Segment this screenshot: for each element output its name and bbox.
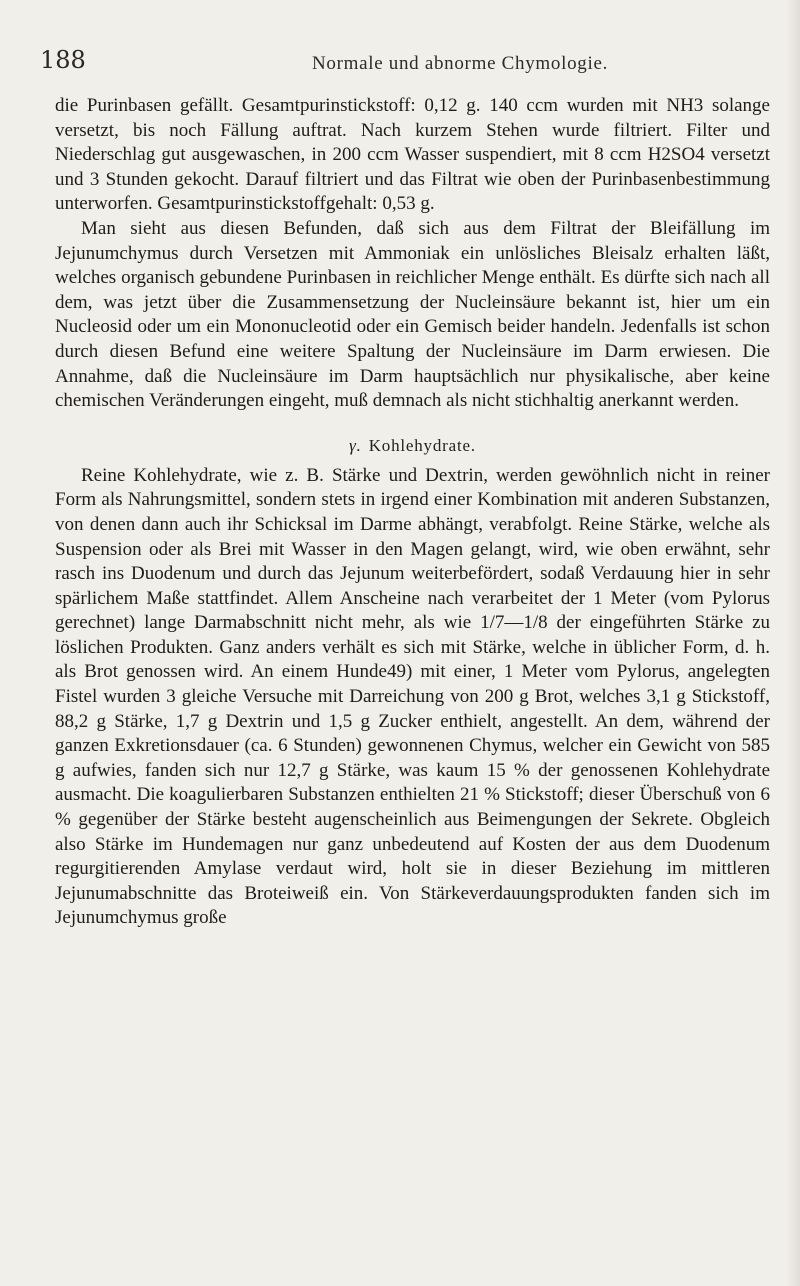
section-label: γ.: [349, 435, 362, 455]
paragraph-purinbasen: die Purinbasen gefällt. Gesamtpurinstickstoff: 0,12 g. 140 ccm wurden mit NH3 solange versetzt, bis noch Fällung auftrat. Nach kurzem Stehen wurde filtriert. Filter und Niederschlag gut ausgewaschen, in 200 ccm Wasser suspendiert, mit 8 ccm H2SO4 versetzt und 3 Stunden gekocht. Darauf filtriert und das Filtrat wie oben der Purinbasenbestimmung unterworfen. Gesamtpurinstickstoffgehalt: 0,53 g.: [55, 95, 770, 215]
running-title: Normale und abnorme Chymologie.: [311, 53, 609, 74]
page-edge-shadow: [786, 0, 800, 1286]
section-title: Kohlehydrate.: [368, 435, 476, 455]
page-number: 188: [40, 46, 86, 74]
paragraph-conclusion-nucleinsaeure: Man sieht aus diesen Befunden, daß sich aus dem Filtrat der Bleifällung im Jejunumchymus durch Versetzen mit Ammoniak ein unlösliches Bleisalz erhalten läßt, welches organisch gebundene Purinbasen in reichlicher Menge enthält. Es dürfte sich nach all dem, was jetzt über die Zusammensetzung der Nucleinsäure bekannt ist, hier um ein Nucleosid oder um ein Mononucleotid oder ein Gemisch beider handeln. Jedenfalls ist schon durch diesen Befund eine weitere Spaltung der Nucleinsäure im Darm erwiesen. Die Annahme, daß die Nucleinsäure im Darm hauptsächlich nur physikalische, aber keine chemischen Veränderungen eingeht, muß demnach als nicht stichhaltig anerkannt werden.: [55, 217, 770, 412]
body-text: [55, 94, 770, 931]
paragraph-kohlehydrate: Reine Kohlehydrate, wie z. B. Stärke und Dextrin, werden gewöhnlich nicht in reiner Form als Nahrungsmittel, sondern stets in irgend einer Kombination mit anderen Substanzen, von denen dann auch ihr Schicksal im Darme abhängt, verabfolgt. Reine Stärke, welche als Suspension oder als Brei mit Wasser in den Magen gelangt, wird, wie oben erwähnt, sehr rasch ins Duodenum und durch das Jejunum weiterbefördert, sodaß Verdauung hier in sehr spärlichem Maße stattfindet. Allem Anscheine nach verarbeitet der 1 Meter (vom Pylorus gerechnet) lange Darmabschnitt nicht mehr, als wie 1/7—1/8 der eingeführten Stärke zu löslichen Produkten. Ganz anders verhält es sich mit Stärke, welche in üblicher Form, d. h. als Brot genossen wird. An einem Hunde49) mit einer, 1 Meter vom Pylorus, angelegten Fistel wurden 3 gleiche Versuche mit Darreichung von 200 g Brot, welches 3,1 g Stickstoff, 88,2 g Stärke, 1,7 g Dextrin und 1,5 g Zucker enthielt, angestellt. An dem, während der ganzen Exkretionsdauer (ca. 6 Stunden) gewonnenen Chymus, welcher ein Gewicht von 585 g aufwies, fanden sich nur 12,7 g Stärke, was kaum 15 % der genossenen Kohlehydrate ausmacht. Die koagulierbaren Substanzen enthielten 21 % Stickstoff; dieser Überschuß von 6 % gegenüber der Stärke besteht augenscheinlich aus Beimengungen der Sekrete. Obgleich also Stärke im Hundemagen nur ganz unbedeutend auf Kosten der aus dem Duodenum regurgitierenden Amylase verdaut wird, holt sie in dieser Beziehung im mittleren Jejunumabschnitte das Broteiweiß ein. Von Stärkeverdauungsprodukten fanden sich im Jejunumchymus große: [55, 464, 770, 929]
section-heading-kohlehydrate: [55, 434, 770, 458]
page-header: [0, 34, 800, 90]
